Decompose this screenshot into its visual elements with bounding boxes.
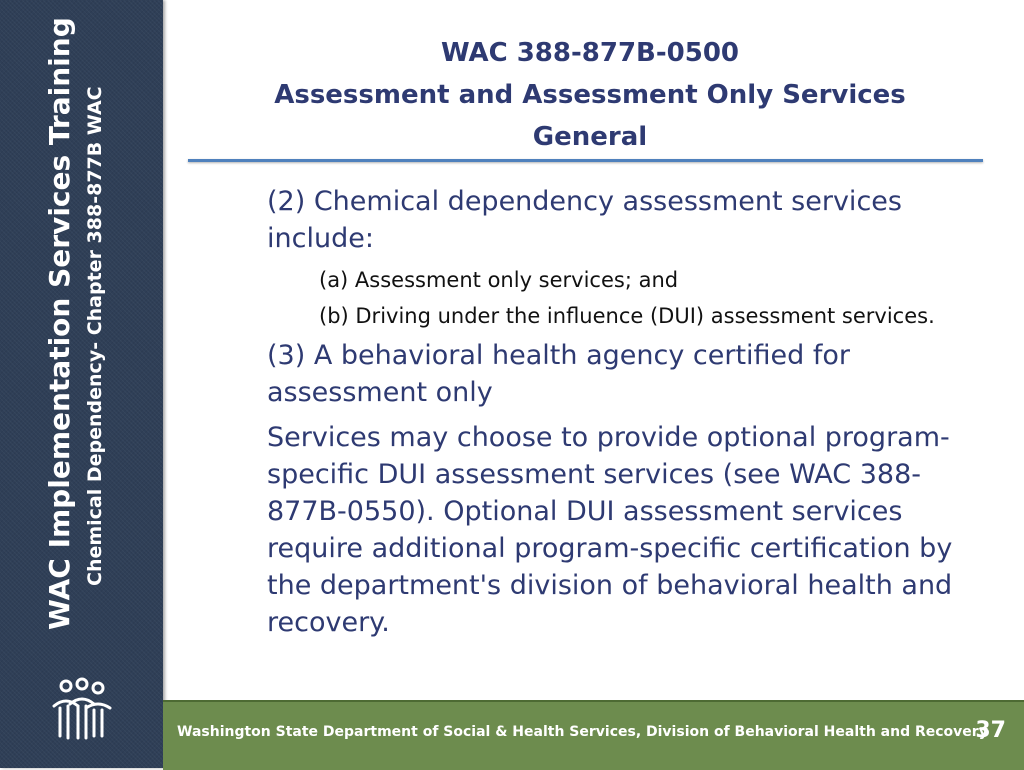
title-line-general: General <box>532 122 648 152</box>
title-line-wac: WAC 388-877B-0500 <box>440 38 740 68</box>
footer-bar <box>163 700 1024 770</box>
slide-title <box>190 32 990 158</box>
title-line-topic: Assessment and Assessment Only Services <box>274 80 906 110</box>
paragraph-services: Services may choose to provide optional program-specific DUI assessment services (see WAC 388-877B-0550). Optional DUI assessment services require additional program-specific certification by the department's division of behavioral health and recovery. <box>267 422 953 638</box>
subitem-b: (b) Driving under the influence (DUI) assessment services. <box>319 304 935 328</box>
sidebar-title: WAC Implementation Services Training <box>43 17 76 630</box>
slide-body <box>267 183 977 649</box>
subitem-a: (a) Assessment only services; and <box>319 268 679 292</box>
footer-agency-text: Washington State Department of Social & Health Services, Division of Behavioral Health and Recovery <box>177 724 988 740</box>
title-divider <box>188 159 983 162</box>
sidebar-subtitle: Chemical Dependency- Chapter 388-877B WAC <box>84 86 106 586</box>
paragraph-2: (2) Chemical dependency assessment services include: <box>267 186 902 254</box>
sidebar <box>0 0 163 768</box>
dshs-family-logo-icon <box>48 676 114 742</box>
page-number: 37 <box>975 718 1006 743</box>
paragraph-3: (3) A behavioral health agency certified for assessment only <box>267 340 850 408</box>
